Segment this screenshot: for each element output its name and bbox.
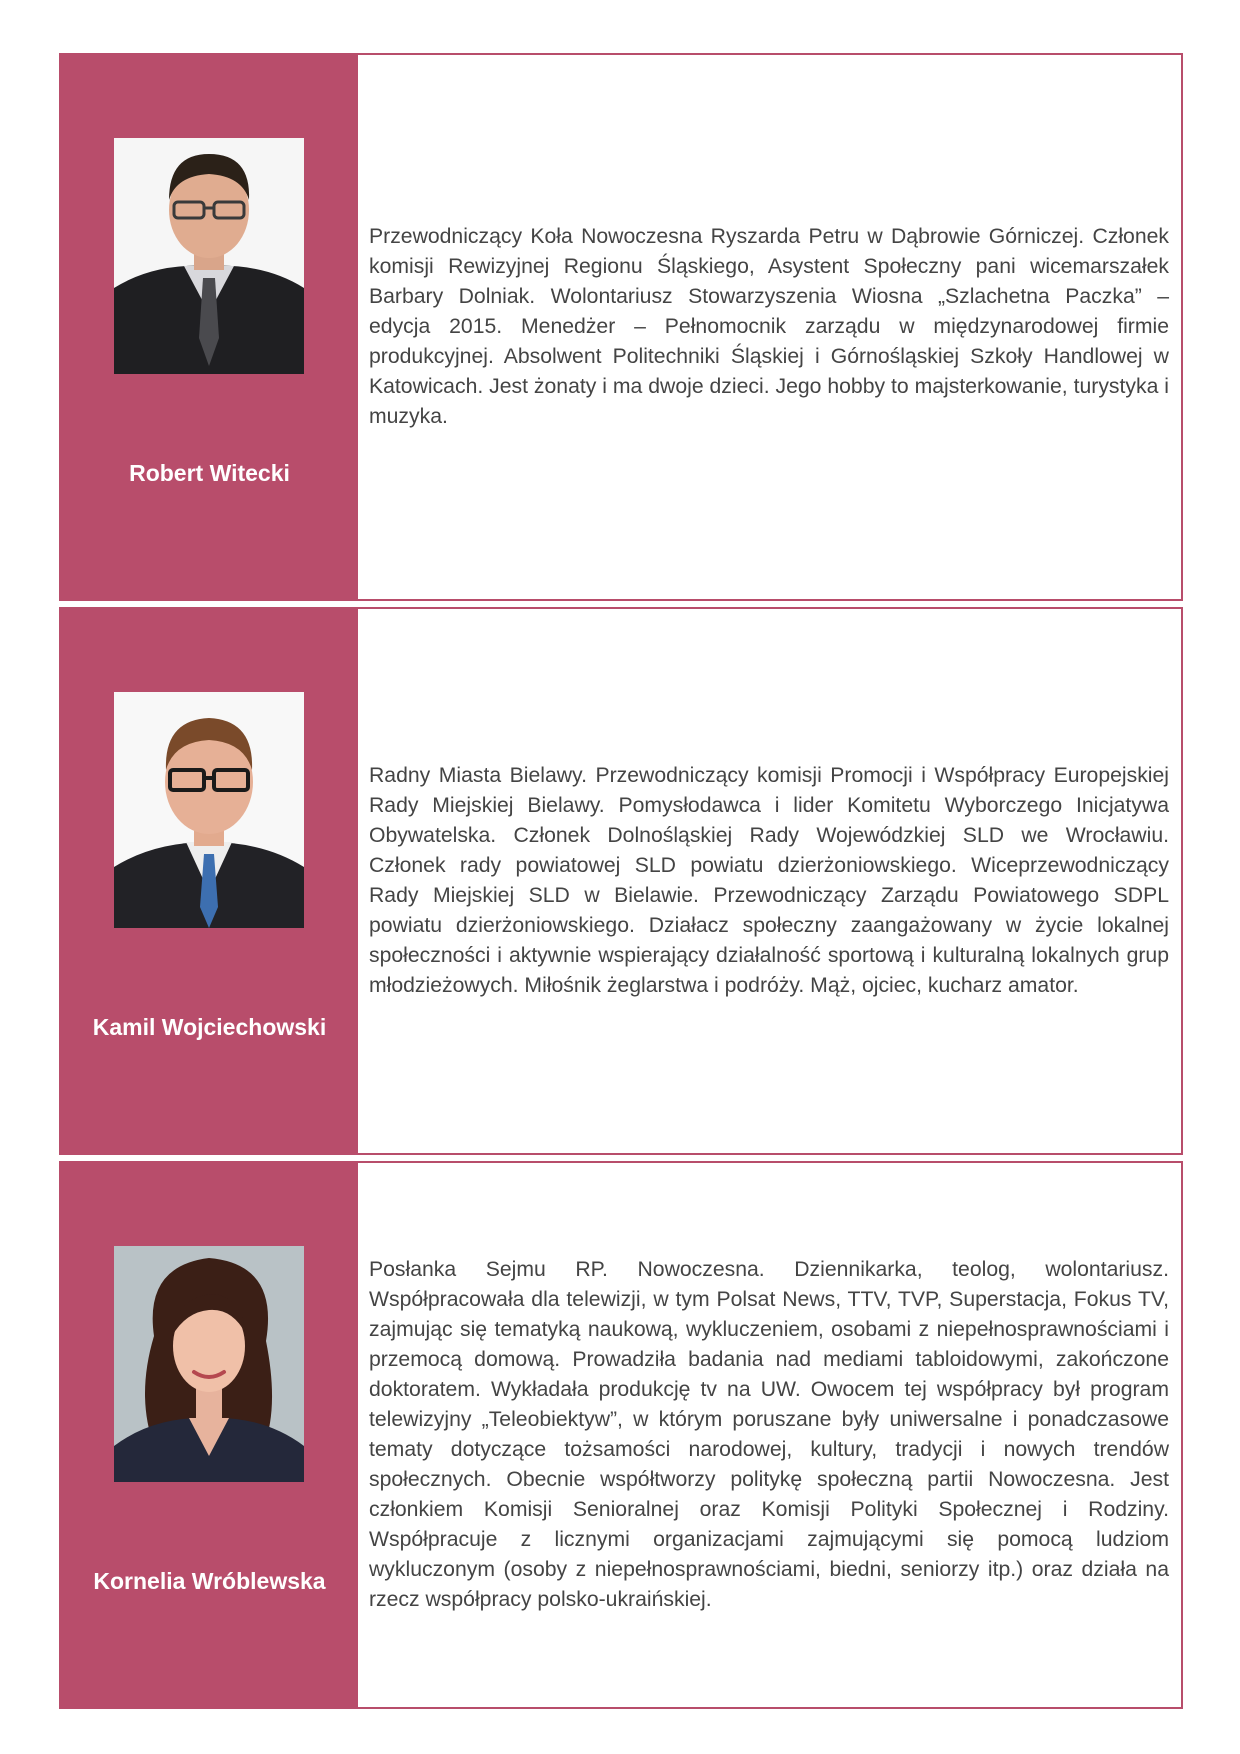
person-bio-container: [369, 1163, 1169, 1707]
person-bio-container: [369, 609, 1169, 1153]
profile-card-robert-witecki: [59, 53, 1183, 601]
profile-photo: [114, 1246, 304, 1482]
profile-photo: [114, 138, 304, 374]
person-name: Kornelia Wróblewska: [93, 1568, 326, 1594]
person-bio-container: [369, 55, 1169, 599]
profile-sidebar: [61, 55, 358, 599]
profile-card-kamil-wojciechowski: [59, 607, 1183, 1155]
person-bio: Radny Miasta Bielawy. Przewodniczący komisji Promocji i Współpracy Europejskiej Rady Miejskiej Bielawy. Pomysłodawca i lider Komitetu Wyborczego Inicjatywa Obywatelska. Członek Dolnośląskiej Rady Wojewódzkiej SLD we Wrocławiu. Członek rady powiatowej SLD powiatu dzierżoniowskiego. Wiceprzewodniczący Rady Miejskiej SLD w Bielawie. Przewodniczący Zarządu Powiatowego SDPL powiatu dzierżoniowskiego. Działacz społeczny zaangażowany w życie lokalnej społeczności i aktywnie wspierający działalność sportową i kulturalną lokalnych grup młodzieżowych. Miłośnik żeglarstwa i podróży. Mąż, ojciec, kucharz amator.: [369, 764, 1169, 997]
portrait-woman-dark-hair: [114, 1246, 304, 1482]
profile-card-kornelia-wroblewska: [59, 1161, 1183, 1709]
profile-sidebar: [61, 1163, 358, 1707]
person-name: Robert Witecki: [129, 460, 290, 486]
profile-sidebar: [61, 609, 358, 1153]
person-name: Kamil Wojciechowski: [92, 1014, 327, 1040]
person-bio: Przewodniczący Koła Nowoczesna Ryszarda Petru w Dąbrowie Górniczej. Członek komisji Rewizyjnej Regionu Śląskiego, Asystent Społeczny pani wicemarszałek Barbary Dolniak. Wolontariusz Stowarzyszenia Wiosna „Szlachetna Paczka” – edycja 2015. Menedżer – Pełnomocnik zarządu w międzynarodowej firmie produkcyjnej. Absolwent Politechniki Śląskiej i Górnośląskiej Szkoły Handlowej w Katowicach. Jest żonaty i ma dwoje dzieci. Jego hobby to majsterkowanie, turystyka i muzyka.: [369, 225, 1169, 428]
portrait-man-glasses-blue-tie: [114, 692, 304, 928]
person-bio: Posłanka Sejmu RP. Nowoczesna. Dziennikarka, teolog, wolontariusz. Współpracowała dla telewizji, w tym Polsat News, TTV, TVP, Superstacja, Fokus TV, zajmując się tematyką naukową, wykluczeniem, osobami z niepełnosprawnościami i przemocą domową. Prowadziła badania nad mediami tabloidowymi, zakończone doktoratem. Wykładała produkcję tv na UW. Owocem tej współpracy był program telewizyjny „Teleobiektyw”, w którym poruszane były uniwersalne i ponadczasowe tematy dotyczące tożsamości narodowej, kultury, tradycji i nowych trendów społecznych. Obecnie współtworzy politykę społeczną partii Nowoczesna. Jest członkiem Komisji Senioralnej oraz Komisji Polityki Społecznej i Rodziny. Współpracuje z licznymi organizacjami zajmującymi się pomocą ludziom wykluczonym (osoby z niepełnosprawnościami, biedni, seniorzy itp.) oraz działa na rzecz współpracy polsko-ukraińskiej.: [369, 1258, 1169, 1611]
portrait-man-glasses-tie: [114, 138, 304, 374]
profile-photo: [114, 692, 304, 928]
